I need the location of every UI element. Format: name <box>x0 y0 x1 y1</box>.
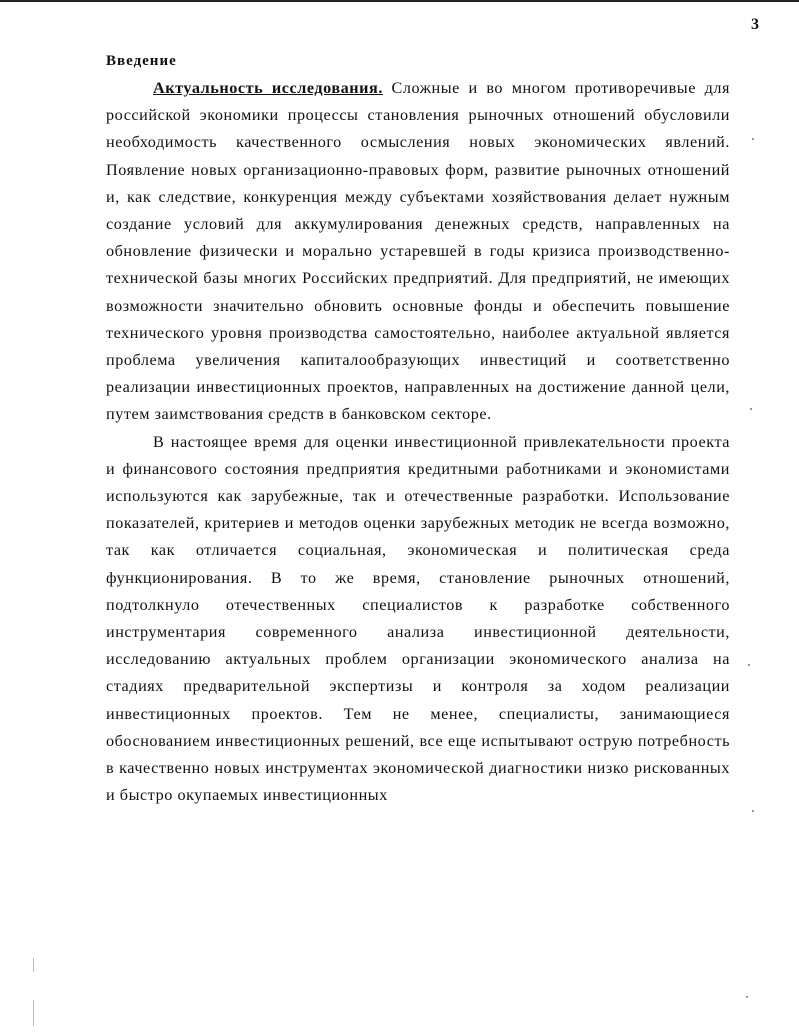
paragraph-relevance <box>106 75 730 429</box>
page-number: 3 <box>751 16 759 33</box>
scan-edge-mark <box>33 1000 34 1026</box>
scan-speck <box>746 996 748 998</box>
paragraph-text: В настоящее время для оценки инвестиционной привлекательности проекта и финансового состояния предприятия кредитными работниками и экономистами используются как зарубежные, так и отечественные разработки. Использование показателей, критериев и методов оценки зарубежных методик не всегда возможно, так как отличается социальная, экономическая и политическая среда функционирования. В то же время, становление рыночных отношений, подтолкнуло отечественных специалистов к разработке собственного инструментария современного анализа инвестиционной деятельности, исследованию актуальных проблем организации экономического анализа на стадиях предварительной экспертизы и контроля за ходом реализации инвестиционных проектов. Тем не менее, специалисты, занимающиеся обоснованием инвестиционных решений, все еще испытывают острую потребность в качественно новых инструментах экономической диагностики низко рискованных и быстро окупаемых инвестиционных <box>106 432 730 805</box>
paragraph-text: Сложные и во многом противоречивые для российской экономики процессы становления рыночных отношений обусловили необходимость качественного осмысления новых экономических явлений. Появление новых организационно-правовых форм, развитие рыночных отношений и, как следствие, конкуренция между субъектами хозяйствования делает нужным создание условий для аккумулирования денежных средств, направленных на обновление физически и морально устаревшей в годы кризиса производственно-технической базы многих Российских предприятий. Для предприятий, не имеющих возможности значительно обновить основные фонды и обеспечить повышение технического уровня производства самостоятельно, наиболее актуальной является проблема увеличения капиталообразующих инвестиций и соответственно реализации инвестиционных проектов, направленных на достижение данной цели, путем заимствования средств в банковском секторе. <box>106 79 730 424</box>
page-top-border <box>0 0 799 2</box>
scan-speck <box>752 138 754 140</box>
paragraph-lead: Актуальность исследования. <box>153 79 383 97</box>
section-heading: Введение <box>106 53 177 69</box>
scan-edge-mark <box>33 958 34 972</box>
document-page <box>106 48 730 809</box>
scan-speck <box>752 810 754 812</box>
paragraph-current-state <box>106 429 730 810</box>
scan-speck <box>750 408 752 410</box>
scan-speck <box>748 664 750 666</box>
